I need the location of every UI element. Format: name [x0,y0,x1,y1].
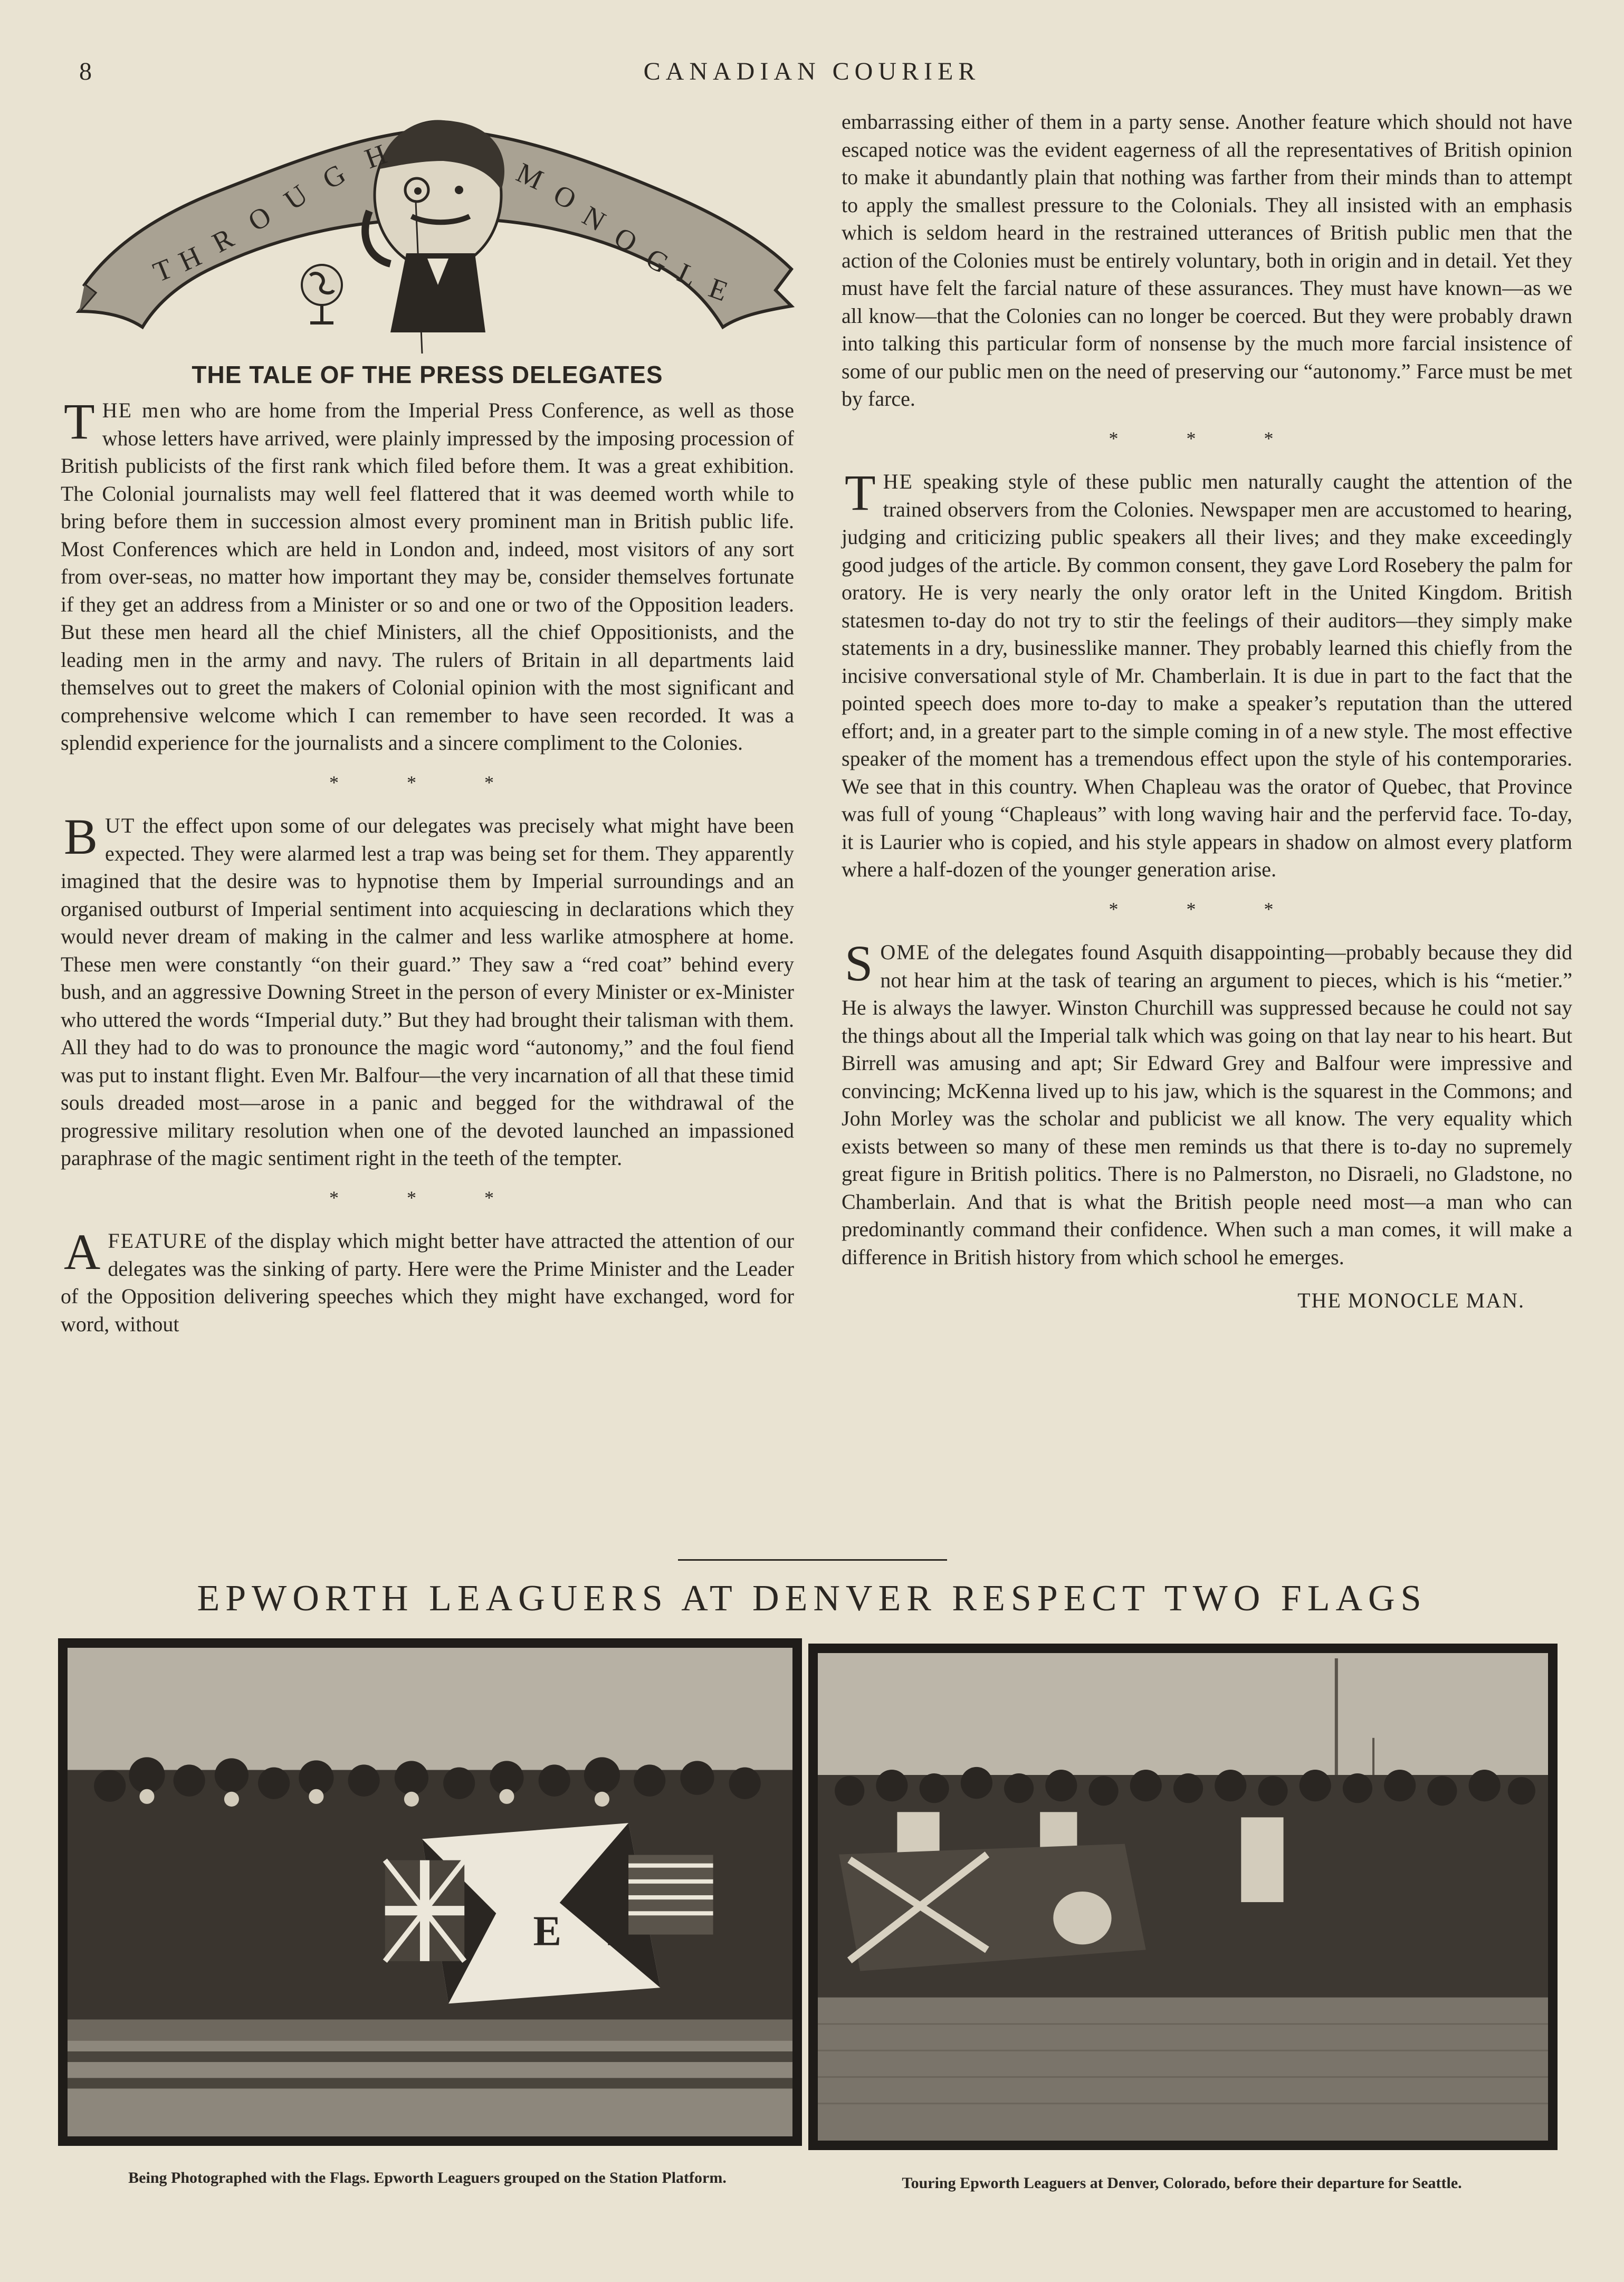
flag-letter-e: E [533,1907,562,1955]
page-number: 8 [79,58,92,85]
svg-text:O: O [548,178,581,216]
flag-letter-l: L [607,1907,636,1955]
paragraph-5: SOME of the delegates found Asquith disappointing—probably because they did not hear him at the task of tearing an argument to pieces, which is his “metier.” He is always the lawyer. Winston Churchill was suppressed because he could not say the things about all the Imperial talk which was going on that lay near to his heart. But Birrell was amusing and apt; Sir Edward Grey and Balfour were impressive and convincing; McKenna lived up to his jaw, which is the squarest in the Commons; and John Morley was the scholar and publicist we all know. The very equality which exists between so many of these men reminds us that there is to-day no supremely great figure in British politics. There is no Palmerston, no Disraeli, no Gladstone, no Chamberlain. And that is what the British people need most—a man who can predominantly command their confidence. When such a man comes, it will make a difference in British history from which school he emerges. [842,935,1572,1269]
paragraph-3: AFEATURE of the display which might better have attracted the attention of our delegates was the sinking of party. Here were the Prime Minister and the Leader of the Opposition delivering speeches which they might have exchanged, word for word, without [61,1224,794,1336]
svg-text:M: M [511,156,548,196]
svg-text:H: H [174,240,206,278]
svg-text:H: H [360,138,391,175]
drop-cap: S [845,935,873,991]
running-head: CANADIAN COURIER [643,58,981,85]
paragraph-4: THE speaking style of these public men naturally caught the attention of the trained observers from the Colonies. Newspaper men are accustomed to hearing, judging and criticizing public speakers all their lives; and they make exceedingly good judges of the article. By common consent, they gave Lord Rosebery the palm for oratory. He is very nearly the only orator left in the United Kingdom. British statesmen to-day do not try to stir the feelings of their auditors—they simply make statements in a dry, businesslike manner. They probably learned this chiefly from the incisive conversational style of Mr. Chamberlain. It is due in part to the fact that the pointed speech does more to-day to make a speaker’s reputation than the uttered effort; and, in a greater part to the simple coming in of a new style. The most effective speaker of the moment has a tremendous effect upon the style of his contemporaries. We see that in this country. When Chapleau was the orator of Quebec, that Province was full of young “Chapleaus” with long waving hair and the perfervid face. To-day, it is Laurier who is copied, and his style appears in shadow on almost every platform where a half-dozen of the younger generation arise. [842,464,1572,881]
svg-text:U: U [278,178,313,216]
section-break: * * * [1109,898,1305,920]
right-column [842,108,1572,1315]
paragraph-2: BUT the effect upon some of our delegates was precisely what might have been expected. They were alarmed lest a trap was being set for them. They apparently imagined that the desire was to hypnotise them by Imperial surroundings and an organised outburst of Imperial sentiment into acquiescing in declarations which they would never dream of making in the calmer and less warlike atmosphere at home. These men were constantly “on their guard.” They saw a “red coat” behind every bush, and an aggressive Downing Street in the person of every Minister or ex-Minister who uttered the words “Imperial duty.” But they had brought their talisman with them. All they had to do was to pronounce the magic word “autonomy,” and the foul fiend was put to instant flight. Even Mr. Balfour—the very incarnation of all that these timid souls dreaded most—arose in a panic and begged for the withdrawal of the progressive military resolution when one of the devoted launched an impassioned paraphrase of the magic sentiment right in the teeth of the tempter. [61,808,794,1170]
section-break: * * * [329,1187,526,1208]
author-signature: THE MONOCLE MAN. [1297,1288,1525,1312]
svg-text:R: R [207,222,239,259]
section-divider [678,1559,947,1561]
drop-cap: B [64,808,98,865]
through-monocle-banner [74,111,802,359]
drop-cap: T [845,464,876,521]
paragraph-1: THE men who are home from the Imperial Press Conference, as well as those whose letters have arrived, were plainly impressed by the imposing procession of British publicists of the first rank which filed before them. It was a great exhibition. The Colonial journalists may well feel flattered that it was deemed worth while to bring before them in succession almost every prominent man in British public life. Most Conferences which are held in London and, indeed, most visitors of any sort from over-seas, no matter how important they may be, consider themselves fortunate if they get an address from a Minister or so and one or two of the Opposition leaders. But these men heard all the chief Ministers, all the chief Oppositionists, and the leading men in the army and navy. The rulers of Britain in all departments laid themselves out to greet the makers of Colonial opinion with the most significant and comprehensive welcome which I can remember to have seen recorded. It was a splendid experience for the journalists and a sincere compliment to the Colonies. [61,393,795,755]
svg-text:G: G [641,242,674,280]
caption-left-photo: Being Photographed with the Flags. Epworth Leaguers grouped on the Station Platform. [128,2169,727,2186]
svg-text:O: O [609,221,643,259]
svg-text:T: T [149,252,177,289]
svg-text:E: E [704,271,732,308]
photo-station-platform [58,1638,802,2146]
svg-text:N: N [577,199,611,237]
photo-denver-departure [808,1644,1558,2150]
drop-cap: T [64,393,95,450]
group-photo-flags [68,1648,792,2136]
article-title: THE TALE OF THE PRESS DELEGATES [192,361,663,388]
section-break: * * * [329,771,526,793]
svg-text:G: G [317,157,351,196]
drop-cap: A [64,1224,101,1280]
svg-text:O: O [242,199,277,238]
photo-section-title: EPWORTH LEAGUERS AT DENVER RESPECT TWO FLAGS [197,1578,1427,1619]
caption-right-photo: Touring Epworth Leaguers at Denver, Colorado, before their departure for Seattle. [902,2174,1462,2192]
group-photo-denver [818,1653,1548,2141]
section-break: * * * [1109,427,1305,449]
paragraph-3-continued: embarrassing either of them in a party sense. Another feature which should not have escaped notice was the evident eagerness of all the representatives of British opinion to make it abundantly plain that nothing was farther from their minds than to attempt to apply the smallest pressure to the Colonials. They all insisted with an emphasis which is seldom heard in the restrained utterances of British public men that the action of the Colonies must be entirely voluntary, both in origin and in detail. Yet they must have felt the farcial nature of these assurances. They must have known—as we all know—that the Colonies can no longer be coerced. But they were probably drawn into talking this particular form of nonsense by the much more farcial insistence of some of our public men on the need of preserving our “autonomy.” Farce must be met by farce. [842,110,1572,410]
svg-text:L: L [672,256,702,293]
left-column [61,359,794,1338]
